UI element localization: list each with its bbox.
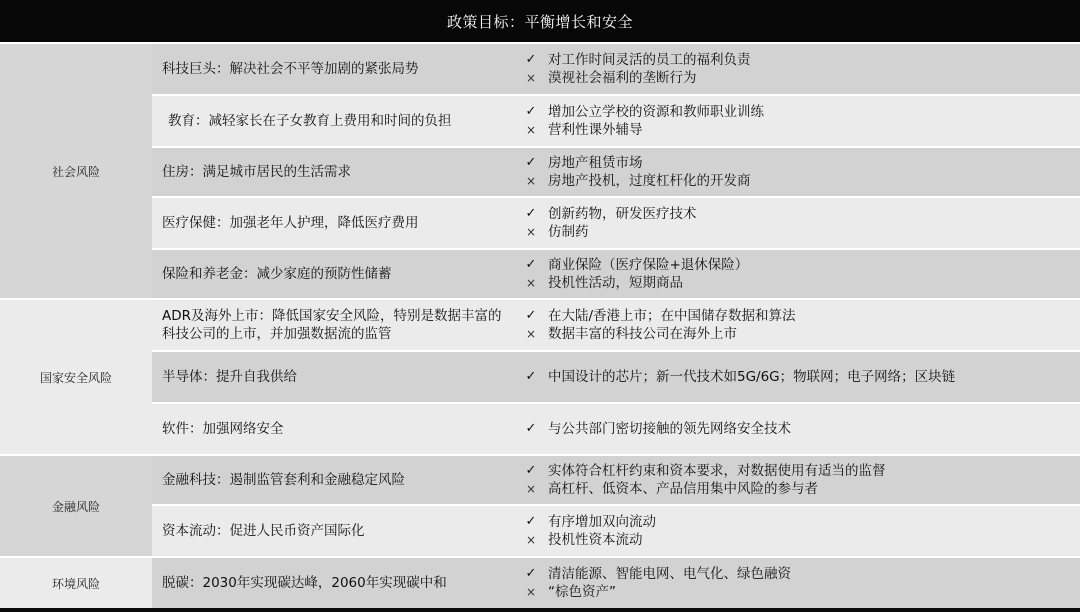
item-text: 营利性课外辅导 (548, 122, 643, 138)
row-topic: 科技巨头：解决社会不平等加剧的紧张局势 (162, 61, 419, 77)
item-text: 中国设计的芯片；新一代技术如5G/6G；物联网；电子网络；区块链 (548, 369, 956, 385)
list-item (520, 172, 1080, 190)
row-topic: 金融科技：遏制监管套利和金融稳定风险 (162, 472, 405, 488)
check-icon: ✓ (525, 463, 537, 478)
cross-icon: × (525, 533, 537, 547)
list-item (520, 274, 1080, 292)
row-topic: 半导体：提升自我供给 (162, 369, 297, 385)
table-row (152, 300, 1080, 350)
check-icon: ✓ (525, 206, 537, 221)
group-national-security-risk (0, 300, 152, 454)
item-text: 实体符合杠杆约束和资本要求，对数据使用有适当的监督 (548, 463, 886, 479)
row-topic: 脱碳：2030年实现碳达峰，2060年实现碳中和 (162, 575, 447, 591)
group-financial-risk (0, 456, 152, 556)
table-row (152, 148, 1080, 196)
row-items (514, 250, 1080, 298)
item-text: 房地产投机，过度杠杆化的开发商 (548, 173, 751, 189)
check-icon: ✓ (525, 566, 537, 581)
row-items (514, 198, 1080, 248)
row-items (514, 352, 1080, 402)
check-icon: ✓ (525, 104, 537, 119)
check-icon: ✓ (525, 369, 537, 384)
item-text: 清洁能源、智能电网、电气化、绿色融资 (548, 566, 791, 582)
list-item (520, 480, 1080, 498)
check-icon: ✓ (525, 421, 537, 436)
table-row (152, 198, 1080, 248)
list-item (520, 368, 1080, 386)
table-row (152, 44, 1080, 94)
row-topic: 保险和养老金：减少家庭的预防性储蓄 (162, 266, 392, 282)
cross-icon: × (525, 276, 537, 290)
row-items (514, 300, 1080, 350)
row-topic: 软件：加强网络安全 (162, 421, 284, 437)
check-icon: ✓ (525, 257, 537, 272)
check-icon: ✓ (525, 308, 537, 323)
item-text: 高杠杆、低资本、产品信用集中风险的参与者 (548, 481, 818, 497)
group-social-risk (0, 44, 152, 298)
item-text: 数据丰富的科技公司在海外上市 (548, 326, 737, 342)
item-text: 对工作时间灵活的员工的福利负责 (548, 52, 751, 68)
list-item (520, 325, 1080, 343)
table-row (152, 456, 1080, 504)
list-item (520, 307, 1080, 325)
check-icon: ✓ (525, 155, 537, 170)
list-item (520, 51, 1080, 69)
table-header (0, 0, 1080, 42)
row-items (514, 404, 1080, 454)
list-item (520, 565, 1080, 583)
item-text: 有序增加双向流动 (548, 514, 656, 530)
list-item (520, 256, 1080, 274)
row-topic: 资本流动：促进人民币资产国际化 (162, 523, 365, 539)
row-items (514, 506, 1080, 556)
item-text: 创新药物，研发医疗技术 (548, 206, 697, 222)
list-item (520, 223, 1080, 241)
table-title: 政策目标：平衡增长和安全 (446, 12, 633, 31)
item-text: 增加公立学校的资源和教师职业训练 (548, 104, 764, 120)
list-item (520, 103, 1080, 121)
row-items (514, 96, 1080, 146)
cross-icon: × (525, 482, 537, 496)
table-row (152, 404, 1080, 454)
item-text: 在大陆/香港上市；在中国储存数据和算法 (548, 308, 796, 324)
group-environmental-risk (0, 558, 152, 608)
list-item (520, 513, 1080, 531)
list-item (520, 583, 1080, 601)
item-text: 商业保险（医疗保险+退休保险） (548, 257, 749, 273)
list-item (520, 69, 1080, 87)
cross-icon: × (525, 71, 537, 85)
table-row (152, 96, 1080, 146)
cross-icon: × (525, 225, 537, 239)
table-row (152, 250, 1080, 298)
item-text: 投机性活动，短期商品 (548, 275, 683, 291)
list-item (520, 154, 1080, 172)
item-text: 投机性资本流动 (548, 532, 643, 548)
group-label: 国家安全风险 (39, 370, 112, 385)
row-items (514, 148, 1080, 196)
cross-icon: × (525, 123, 537, 137)
list-item (520, 420, 1080, 438)
row-topic: 教育：减轻家长在子女教育上费用和时间的负担 (168, 113, 452, 129)
row-topic: 住房：满足城市居民的生活需求 (162, 164, 351, 180)
check-icon: ✓ (525, 52, 537, 67)
bottom-border (0, 608, 1080, 612)
row-items (514, 558, 1080, 608)
row-topic: 医疗保健：加强老年人护理，降低医疗费用 (162, 215, 419, 231)
item-text: 仿制药 (548, 224, 589, 240)
table-row (152, 352, 1080, 402)
table-row (152, 558, 1080, 608)
list-item (520, 121, 1080, 139)
list-item (520, 205, 1080, 223)
check-icon: ✓ (525, 514, 537, 529)
table-row (152, 506, 1080, 556)
item-text: “棕色资产” (548, 584, 616, 600)
cross-icon: × (525, 327, 537, 341)
group-label: 社会风险 (51, 164, 100, 179)
row-items (514, 44, 1080, 94)
list-item (520, 531, 1080, 549)
row-topic: ADR及海外上市：降低国家安全风险，特别是数据丰富的科技公司的上市，并加强数据流的监管 (162, 308, 502, 342)
cross-icon: × (525, 585, 537, 599)
list-item (520, 462, 1080, 480)
item-text: 与公共部门密切接触的领先网络安全技术 (548, 421, 791, 437)
item-text: 房地产租赁市场 (548, 155, 643, 171)
cross-icon: × (525, 174, 537, 188)
row-items (514, 456, 1080, 504)
item-text: 漠视社会福利的垄断行为 (548, 70, 697, 86)
group-label: 金融风险 (51, 499, 100, 514)
group-label: 环境风险 (51, 576, 100, 591)
